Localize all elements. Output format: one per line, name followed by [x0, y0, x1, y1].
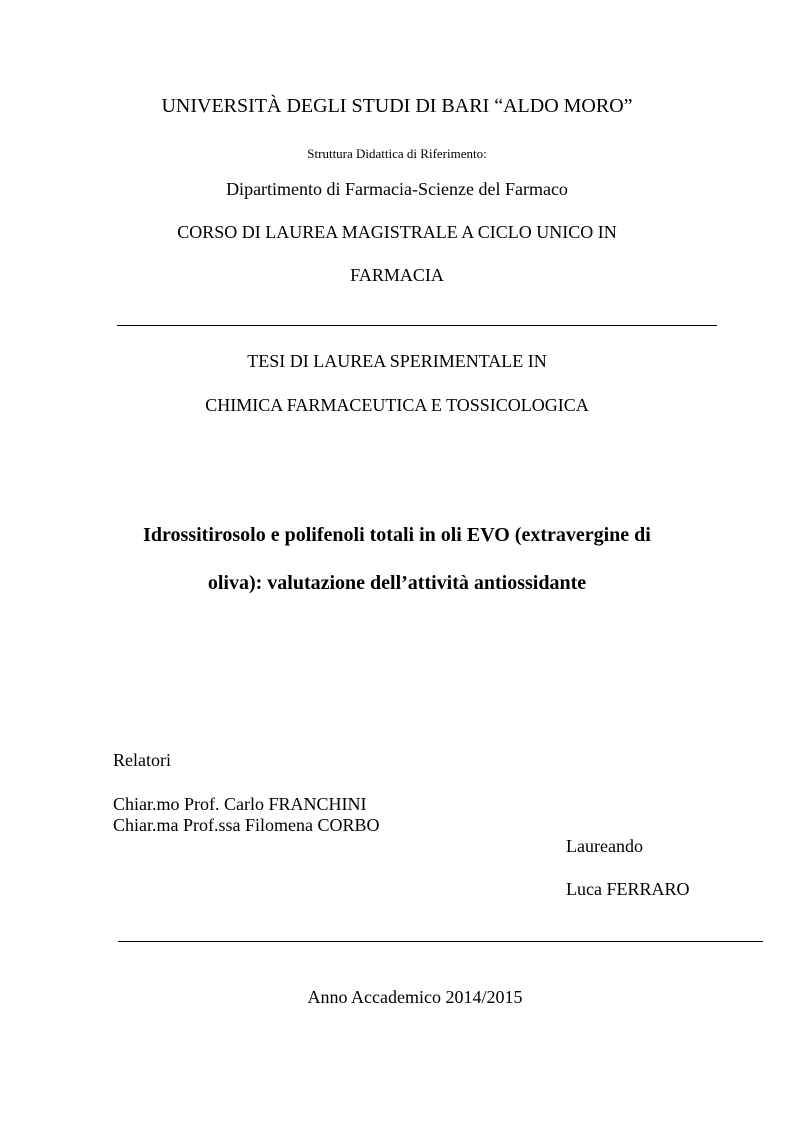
- candidate-label: Laureando: [566, 836, 643, 856]
- thesis-type-line-2: CHIMICA FARMACEUTICA E TOSSICOLOGICA: [205, 395, 589, 415]
- course-line-2: FARMACIA: [350, 265, 444, 285]
- university-name: UNIVERSITÀ DEGLI STUDI DI BARI “ALDO MORO”: [161, 95, 633, 117]
- supervisor-name: Chiar.mo Prof. Carlo FRANCHINI: [113, 794, 367, 814]
- thesis-title-line-1: Idrossitirosolo e polifenoli totali in oli EVO (extravergine di: [143, 524, 651, 546]
- department-name: Dipartimento di Farmacia-Scienze del Farmaco: [226, 179, 568, 199]
- thesis-title-line-2: oliva): valutazione dell’attività antiossidante: [207, 572, 587, 594]
- supervisor-name: Chiar.ma Prof.ssa Filomena CORBO: [113, 815, 380, 835]
- header-divider: [117, 325, 717, 326]
- thesis-type-line-1: TESI DI LAUREA SPERIMENTALE IN: [247, 351, 547, 371]
- candidate-name: Luca FERRARO: [566, 879, 690, 899]
- supervisors-label: Relatori: [113, 750, 171, 770]
- academic-year: Anno Accademico 2014/2015: [307, 987, 523, 1007]
- structure-label: Struttura Didattica di Riferimento:: [307, 146, 487, 161]
- footer-divider: [118, 941, 763, 942]
- course-line-1: CORSO DI LAUREA MAGISTRALE A CICLO UNICO IN: [177, 222, 617, 242]
